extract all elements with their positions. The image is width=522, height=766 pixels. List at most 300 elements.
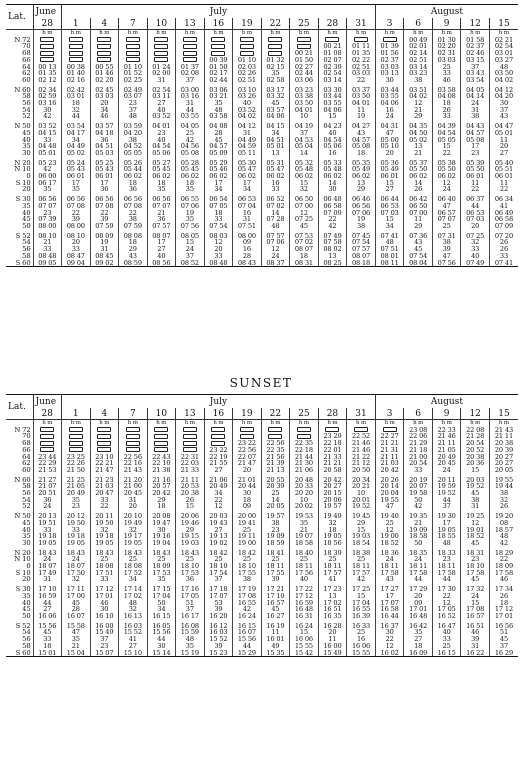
time-cell: 16 58 bbox=[375, 606, 404, 613]
time-cell: 15 52 bbox=[204, 636, 233, 643]
time-cell: 06 01 bbox=[489, 173, 518, 180]
table-row bbox=[6, 533, 518, 540]
time-cell: 31 bbox=[461, 107, 490, 114]
time-cell: 07 02 bbox=[261, 203, 290, 210]
time-cell: 20 38 bbox=[461, 454, 490, 461]
time-cell: 44 bbox=[432, 576, 461, 583]
time-cell: 34 bbox=[147, 606, 176, 613]
time-cell: 33 bbox=[204, 253, 233, 260]
units-cell: h m bbox=[233, 30, 262, 37]
time-cell: 21 bbox=[404, 520, 433, 527]
time-cell: 17 11 bbox=[62, 586, 91, 593]
table-row bbox=[6, 550, 518, 557]
time-cell: 13 bbox=[318, 593, 347, 600]
time-cell: 07 00 bbox=[290, 203, 319, 210]
time-cell: 33 bbox=[33, 137, 62, 144]
time-cell: 04 39 bbox=[432, 123, 461, 130]
time-cell: 07 06 bbox=[261, 239, 290, 246]
latitude-label: 62 bbox=[22, 460, 31, 467]
units-cell: h m bbox=[176, 30, 205, 37]
time-cell: 20 51 bbox=[33, 490, 62, 497]
units-cell: h m bbox=[489, 420, 518, 427]
lat-header: Lat. bbox=[6, 395, 33, 420]
month-header: June bbox=[33, 395, 62, 409]
time-cell: 23 bbox=[119, 100, 148, 107]
time-cell: 08 48 bbox=[204, 260, 233, 267]
time-cell: 15 bbox=[290, 180, 319, 187]
time-cell: 02 44 bbox=[204, 77, 233, 84]
continuous-daylight-icon bbox=[62, 440, 91, 447]
time-cell: 22 bbox=[432, 150, 461, 157]
time-cell: 19 02 bbox=[204, 540, 233, 547]
latitude-label: 54 bbox=[22, 629, 31, 637]
time-cell: 20 39 bbox=[261, 483, 290, 490]
time-cell: 07 58 bbox=[318, 239, 347, 246]
time-cell: 20 11 bbox=[432, 477, 461, 484]
time-cell: 03 23 bbox=[404, 70, 433, 77]
time-cell: 03 59 bbox=[119, 123, 148, 130]
time-cell: 20 bbox=[233, 467, 262, 474]
time-cell: 06 44 bbox=[375, 196, 404, 203]
table-row bbox=[6, 520, 518, 527]
latitude-label: N 60 bbox=[14, 86, 31, 94]
time-cell: 22 bbox=[461, 186, 490, 193]
time-cell: 20 01 bbox=[347, 497, 376, 504]
time-cell: 01 37 bbox=[176, 64, 205, 71]
time-cell: 05 02 bbox=[62, 150, 91, 157]
time-cell: 21 06 bbox=[204, 477, 233, 484]
units-cell: h m bbox=[375, 30, 404, 37]
time-cell: 19 16 bbox=[147, 533, 176, 540]
time-cell: 10 bbox=[290, 113, 319, 120]
time-cell: 18 39 bbox=[318, 550, 347, 557]
day-header: 12 bbox=[461, 408, 490, 420]
time-cell: 04 43 bbox=[461, 123, 490, 130]
latitude-label: 64 bbox=[22, 63, 31, 71]
time-cell: 03 10 bbox=[233, 87, 262, 94]
time-cell: 42 bbox=[33, 166, 62, 173]
time-cell: 19 53 bbox=[290, 513, 319, 520]
units-cell: h m bbox=[347, 420, 376, 427]
time-cell: 08 07 bbox=[147, 233, 176, 240]
time-cell: 17 49 bbox=[33, 570, 62, 577]
time-cell: 19 50 bbox=[62, 520, 91, 527]
time-cell: 07 07 bbox=[147, 203, 176, 210]
time-cell: 05 47 bbox=[233, 166, 262, 173]
time-cell: 04 59 bbox=[233, 143, 262, 150]
time-cell: 20 bbox=[204, 246, 233, 253]
time-cell: 20 27 bbox=[318, 483, 347, 490]
rectangle-symbol-icon bbox=[69, 447, 83, 452]
latitude-label: 70 bbox=[22, 433, 31, 441]
time-cell: 08 11 bbox=[375, 260, 404, 267]
time-cell: 16 52 bbox=[432, 613, 461, 620]
time-cell: 29 bbox=[176, 527, 205, 534]
time-cell: 34 bbox=[119, 576, 148, 583]
time-cell: 17 55 bbox=[233, 570, 262, 577]
time-cell: 19 50 bbox=[90, 520, 119, 527]
continuous-daylight-icon bbox=[147, 57, 176, 64]
time-cell: 05 44 bbox=[119, 166, 148, 173]
time-cell: 18 bbox=[290, 253, 319, 260]
time-cell: 20 bbox=[119, 503, 148, 510]
time-cell: 31 bbox=[119, 497, 148, 504]
time-cell: 16 19 bbox=[261, 623, 290, 630]
time-cell: 04 47 bbox=[489, 123, 518, 130]
time-cell: 17 18 bbox=[204, 586, 233, 593]
rectangle-symbol-icon bbox=[69, 427, 83, 432]
time-cell: 04 27 bbox=[347, 123, 376, 130]
time-cell: 06 56 bbox=[62, 196, 91, 203]
time-cell: 20 19 bbox=[404, 477, 433, 484]
time-cell: 02 44 bbox=[290, 70, 319, 77]
table-row bbox=[6, 233, 518, 240]
rectangle-symbol-icon bbox=[154, 51, 168, 56]
time-cell: 12 bbox=[204, 239, 233, 246]
time-cell: 03 03 bbox=[90, 93, 119, 100]
time-cell: 31 bbox=[233, 130, 262, 137]
time-cell: 20 53 bbox=[176, 483, 205, 490]
month-header: July bbox=[62, 5, 376, 19]
time-cell: 06 49 bbox=[489, 210, 518, 217]
time-cell: 02 14 bbox=[404, 50, 433, 57]
time-cell: 17 52 bbox=[119, 570, 148, 577]
time-cell: 34 bbox=[375, 223, 404, 230]
latitude-label: 45 bbox=[22, 129, 31, 137]
rectangle-symbol-icon bbox=[211, 44, 225, 49]
continuous-daylight-icon bbox=[261, 43, 290, 50]
table-row bbox=[6, 540, 518, 547]
time-cell: 24 bbox=[261, 253, 290, 260]
time-cell: 44 bbox=[461, 203, 490, 210]
time-cell: 42 bbox=[347, 576, 376, 583]
rectangle-symbol-icon bbox=[97, 37, 111, 42]
time-cell: 19 01 bbox=[461, 527, 490, 534]
time-cell: 18 11 bbox=[432, 563, 461, 570]
time-cell: 08 07 bbox=[347, 253, 376, 260]
time-cell: 10 bbox=[290, 497, 319, 504]
rectangle-symbol-icon bbox=[126, 37, 140, 42]
continuous-daylight-icon bbox=[90, 440, 119, 447]
time-cell: 22 27 bbox=[375, 433, 404, 440]
time-cell: 18 33 bbox=[432, 550, 461, 557]
time-cell: 23 44 bbox=[33, 454, 62, 461]
rectangle-symbol-icon bbox=[40, 51, 54, 56]
time-cell: 19 05 bbox=[119, 540, 148, 547]
rectangle-symbol-icon bbox=[97, 51, 111, 56]
time-cell: 15 04 bbox=[62, 650, 91, 657]
time-cell: 35 bbox=[62, 636, 91, 643]
time-cell: 36 bbox=[119, 186, 148, 193]
day-header: 22 bbox=[261, 18, 290, 30]
time-cell: 19 57 bbox=[261, 513, 290, 520]
rectangle-symbol-icon bbox=[211, 441, 225, 446]
time-cell: 22 18 bbox=[318, 440, 347, 447]
time-cell: 18 56 bbox=[318, 540, 347, 547]
time-cell: 04 49 bbox=[233, 137, 262, 144]
time-cell: 34 bbox=[204, 490, 233, 497]
time-cell: 07 41 bbox=[375, 233, 404, 240]
time-cell: 19 05 bbox=[90, 540, 119, 547]
time-cell: 04 01 bbox=[290, 107, 319, 114]
time-cell: 17 bbox=[432, 520, 461, 527]
continuous-daylight-icon bbox=[90, 50, 119, 57]
rectangle-symbol-icon bbox=[383, 427, 397, 432]
time-cell: 21 16 bbox=[147, 477, 176, 484]
time-cell: 21 43 bbox=[489, 427, 518, 434]
time-cell: 14 bbox=[261, 497, 290, 504]
time-cell: 39 bbox=[261, 576, 290, 583]
time-cell: 18 08 bbox=[119, 563, 148, 570]
time-cell: 03 55 bbox=[176, 113, 205, 120]
time-cell: 17 02 bbox=[318, 600, 347, 607]
time-cell: 05 47 bbox=[261, 166, 290, 173]
time-cell: 15 bbox=[461, 467, 490, 474]
time-cell: 23 bbox=[432, 556, 461, 563]
continuous-daylight-icon bbox=[176, 43, 205, 50]
day-header: 22 bbox=[261, 408, 290, 420]
time-cell: 19 30 bbox=[432, 513, 461, 520]
time-cell: 08 bbox=[489, 520, 518, 527]
time-cell: 20 54 bbox=[461, 440, 490, 447]
time-cell: 21 39 bbox=[261, 460, 290, 467]
time-cell: 04 48 bbox=[33, 143, 62, 150]
rectangle-symbol-icon bbox=[268, 434, 282, 439]
time-cell: 23 bbox=[147, 130, 176, 137]
time-cell: 36 bbox=[176, 576, 205, 583]
time-cell: 39 bbox=[204, 643, 233, 650]
table-row bbox=[6, 460, 518, 467]
continuous-daylight-icon bbox=[119, 37, 148, 44]
time-cell: 15 19 bbox=[176, 650, 205, 657]
time-cell: 37 bbox=[90, 636, 119, 643]
time-cell: 20 bbox=[90, 100, 119, 107]
latitude-label: 20 bbox=[22, 186, 31, 194]
time-cell: 48 bbox=[176, 636, 205, 643]
time-cell: 21 13 bbox=[261, 467, 290, 474]
time-cell: 16 bbox=[375, 107, 404, 114]
table-row bbox=[6, 629, 518, 636]
time-cell: 24 bbox=[375, 113, 404, 120]
time-cell: 03 32 bbox=[261, 93, 290, 100]
time-cell: 39 bbox=[62, 216, 91, 223]
units-cell: h m bbox=[347, 30, 376, 37]
time-cell: 05 28 bbox=[176, 160, 205, 167]
latitude-label: 30 bbox=[22, 539, 31, 547]
continuous-daylight-icon bbox=[33, 433, 62, 440]
time-cell: 02 39 bbox=[318, 64, 347, 71]
time-cell: 22 33 bbox=[432, 427, 461, 434]
rectangle-symbol-icon bbox=[240, 44, 254, 49]
time-cell: 08 04 bbox=[404, 260, 433, 267]
time-cell: 26 bbox=[176, 497, 205, 504]
time-cell: 07 57 bbox=[261, 233, 290, 240]
time-cell: 20 15 bbox=[318, 490, 347, 497]
time-cell: 18 11 bbox=[261, 563, 290, 570]
rectangle-symbol-icon bbox=[126, 434, 140, 439]
time-cell: 16 15 bbox=[147, 613, 176, 620]
time-cell: 18 09 bbox=[147, 563, 176, 570]
time-cell: 01 32 bbox=[261, 57, 290, 64]
time-cell: 13 bbox=[261, 150, 290, 157]
time-cell: 05 45 bbox=[176, 166, 205, 173]
time-cell: 05 29 bbox=[204, 160, 233, 167]
time-cell: 21 43 bbox=[119, 467, 148, 474]
time-cell: 04 18 bbox=[90, 130, 119, 137]
time-cell: 02 34 bbox=[33, 87, 62, 94]
time-cell: 15 bbox=[176, 239, 205, 246]
time-cell: 15 bbox=[318, 113, 347, 120]
time-cell: 25 bbox=[290, 556, 319, 563]
time-cell: 02 51 bbox=[233, 77, 262, 84]
rectangle-symbol-icon bbox=[297, 427, 311, 432]
time-cell: 02 27 bbox=[290, 64, 319, 71]
latitude-label: 58 bbox=[22, 93, 31, 101]
continuous-daylight-icon bbox=[90, 37, 119, 44]
rectangle-symbol-icon bbox=[69, 51, 83, 56]
latitude-label: 40 bbox=[22, 136, 31, 144]
table-row bbox=[6, 150, 518, 157]
time-cell: 45 bbox=[33, 629, 62, 636]
time-cell: 06 00 bbox=[33, 173, 62, 180]
time-cell: 17 29 bbox=[404, 586, 433, 593]
time-cell: 17 19 bbox=[233, 586, 262, 593]
time-cell: 06 02 bbox=[318, 173, 347, 180]
time-cell: 17 58 bbox=[432, 570, 461, 577]
time-cell: 07 53 bbox=[290, 233, 319, 240]
time-cell: 02 31 bbox=[432, 50, 461, 57]
continuous-daylight-icon bbox=[147, 37, 176, 44]
time-cell: 06 02 bbox=[176, 173, 205, 180]
time-cell: 05 06 bbox=[147, 150, 176, 157]
time-cell: 43 bbox=[347, 130, 376, 137]
continuous-daylight-icon bbox=[204, 427, 233, 434]
table-row bbox=[6, 57, 518, 64]
time-cell: 07 49 bbox=[318, 233, 347, 240]
time-cell: 18 bbox=[119, 239, 148, 246]
time-cell: 03 54 bbox=[461, 77, 490, 84]
time-cell: 32 bbox=[318, 520, 347, 527]
rectangle-symbol-icon bbox=[154, 427, 168, 432]
time-cell: 22 35 bbox=[290, 440, 319, 447]
continuous-daylight-icon bbox=[176, 427, 205, 434]
time-cell: 03 01 bbox=[62, 93, 91, 100]
time-cell: 11 bbox=[489, 137, 518, 144]
time-cell: 51 bbox=[489, 629, 518, 636]
time-cell: 03 55 bbox=[318, 100, 347, 107]
time-cell: 00 39 bbox=[204, 57, 233, 64]
table-row bbox=[6, 454, 518, 461]
rectangle-symbol-icon bbox=[154, 441, 168, 446]
time-cell: 17 51 bbox=[90, 570, 119, 577]
day-header: 13 bbox=[176, 408, 205, 420]
time-cell: 15 35 bbox=[261, 650, 290, 657]
rectangle-symbol-icon bbox=[154, 434, 168, 439]
time-cell: 02 01 bbox=[404, 43, 433, 50]
time-cell: 08 31 bbox=[290, 260, 319, 267]
time-cell: 02 07 bbox=[318, 57, 347, 64]
time-cell: 16 07 bbox=[62, 613, 91, 620]
time-cell: 33 bbox=[261, 186, 290, 193]
time-cell: 06 17 bbox=[33, 180, 62, 187]
time-cell: 05 05 bbox=[432, 137, 461, 144]
continuous-daylight-icon bbox=[261, 433, 290, 440]
continuous-daylight-icon bbox=[33, 43, 62, 50]
time-cell: 48 bbox=[204, 107, 233, 114]
time-cell: 16 22 bbox=[461, 650, 490, 657]
time-cell: 22 bbox=[347, 77, 376, 84]
table-row bbox=[6, 173, 518, 180]
time-cell: 15 bbox=[347, 593, 376, 600]
time-cell: 45 bbox=[62, 600, 91, 607]
time-cell: 02 00 bbox=[147, 70, 176, 77]
latitude-label: 54 bbox=[22, 239, 31, 247]
time-cell: 11 bbox=[461, 180, 490, 187]
time-cell: 25 bbox=[261, 490, 290, 497]
time-cell: 21 56 bbox=[261, 454, 290, 461]
time-cell: 02 26 bbox=[233, 70, 262, 77]
time-cell: 18 bbox=[432, 100, 461, 107]
table-row bbox=[6, 180, 518, 187]
time-cell: 22 56 bbox=[119, 454, 148, 461]
time-cell: 19 18 bbox=[90, 533, 119, 540]
time-cell: 02 20 bbox=[90, 77, 119, 84]
table-row bbox=[6, 123, 518, 130]
time-cell: 03 37 bbox=[347, 87, 376, 94]
time-cell: 18 11 bbox=[290, 563, 319, 570]
time-cell: 18 35 bbox=[404, 550, 433, 557]
time-cell: 05 27 bbox=[147, 160, 176, 167]
time-cell: 14 bbox=[404, 180, 433, 187]
latitude-label: 45 bbox=[22, 606, 31, 613]
time-cell: 45 bbox=[404, 246, 433, 253]
time-cell: 19 05 bbox=[62, 540, 91, 547]
rectangle-symbol-icon bbox=[268, 427, 282, 432]
time-cell: 23 bbox=[62, 503, 91, 510]
time-cell: 47 bbox=[375, 503, 404, 510]
time-cell: 20 36 bbox=[461, 460, 490, 467]
time-cell: 20 58 bbox=[318, 467, 347, 474]
continuous-daylight-icon bbox=[90, 447, 119, 454]
time-cell: 27 bbox=[204, 527, 233, 534]
rectangle-symbol-icon bbox=[97, 434, 111, 439]
time-cell: 22 01 bbox=[318, 447, 347, 454]
latitude-label: 40 bbox=[22, 526, 31, 534]
time-cell: 16 24 bbox=[290, 623, 319, 630]
time-cell: 34 bbox=[261, 130, 290, 137]
time-cell: 37 bbox=[290, 130, 319, 137]
time-cell: 33 bbox=[204, 216, 233, 223]
time-cell: 15 59 bbox=[176, 629, 205, 636]
time-cell: 12 bbox=[375, 643, 404, 650]
time-cell: 29 bbox=[404, 113, 433, 120]
time-cell: 18 11 bbox=[318, 563, 347, 570]
time-cell: 17 01 bbox=[404, 606, 433, 613]
table-row bbox=[6, 260, 518, 267]
table-row bbox=[6, 440, 518, 447]
time-cell: 24 bbox=[432, 467, 461, 474]
units-cell: h m bbox=[204, 30, 233, 37]
day-header: 4 bbox=[90, 408, 119, 420]
time-cell: 24 bbox=[461, 100, 490, 107]
time-cell: 09 bbox=[404, 600, 433, 607]
time-cell: 03 16 bbox=[176, 93, 205, 100]
time-cell: 21 03 bbox=[90, 483, 119, 490]
time-cell: 16 06 bbox=[33, 613, 62, 620]
time-cell: 18 07 bbox=[33, 563, 62, 570]
month-header: August bbox=[375, 5, 518, 19]
time-cell: 24 bbox=[62, 556, 91, 563]
